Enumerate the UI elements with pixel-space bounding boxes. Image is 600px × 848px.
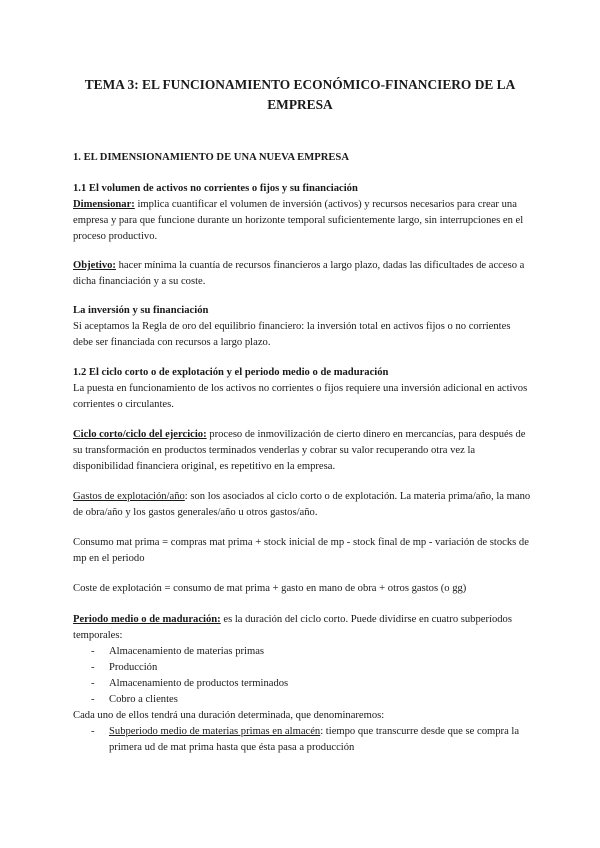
list-item: - Almacenamiento de materias primas [73,644,533,660]
section-inversion [73,303,533,351]
section-1-1 [73,181,533,245]
dimensionar-text: implica cuantificar el volumen de inversión (activos) y recursos necesarios para crear una empresa y para que funcione durante un horizonte temporal suficientemente largo, sin interrupciones en el proceso productivo. [73,199,524,242]
phases-list [73,644,533,708]
ciclo-corto-text: proceso de inmovilización de cierto dinero en mercancías, para después de su transformación en productos terminados venderlas y cobrar su valor recuperando otra vez la disponibilidad financiera original, es repetitivo en la empresa. [73,429,526,472]
subsection-heading-1-1: 1.1 El volumen de activos no corrientes o fijos y su financiación [73,183,358,194]
objetivo-text: hacer mínima la cuantía de recursos financieros a largo plazo, dadas las dificultades de acceso a dicha financiación y a su coste. [73,260,525,287]
term-objetivo: Objetivo: [73,260,116,271]
page-title: TEMA 3: EL FUNCIONAMIENTO ECONÓMICO-FINANCIERO DE LA EMPRESA [84,77,516,112]
gastos-text: : son los asociados al ciclo corto o de explotación. La materia prima/año, la mano de obra/año y los gastos generales/año u otros gastos/año. [73,491,531,518]
section-periodo-medio [73,612,533,756]
list-item: - Cobro a clientes [73,692,533,708]
subsection-heading-1-2: 1.2 El ciclo corto o de explotación y el periodo medio o de maduración [73,367,389,378]
paragraph-gastos [73,489,533,521]
section-heading-1: 1. EL DIMENSIONAMIENTO DE UNA NUEVA EMPRESA [73,152,349,163]
term-ciclo-corto: Ciclo corto/ciclo del ejercicio: [73,429,207,440]
paragraph-dimensionar [73,197,533,245]
term-subperiodo-mp: Subperiodo medio de materias primas en almacén [109,726,321,737]
formula-consumo: Consumo mat prima = compras mat prima + stock inicial de mp - stock final de mp - variación de stocks de mp en el periodo [73,537,529,564]
subperiodo-mp-text: : tiempo que transcurre desde que se compra la primera ud de mat prima hasta que ésta pasa a producción [109,726,520,753]
inversion-text: Si aceptamos la Regla de oro del equilibrio financiero: la inversión total en activos fijos o no corrientes debe ser financiada con recursos a largo plazo. [73,321,511,348]
term-dimensionar: Dimensionar: [73,199,135,210]
section-1-2 [73,365,533,413]
formula-coste: Coste de explotación = consumo de mat prima + gasto en mano de obra + otros gastos (o gg) [73,583,467,594]
paragraph-intro-1-2: La puesta en funcionamiento de los activos no corrientes o fijos requiere una inversión adicional en activos corrientes o circulantes. [73,383,528,410]
list-item: - Producción [73,660,533,676]
periodo-medio-text: es la duración del ciclo corto. Puede dividirse en cuatro subperíodos temporales: [73,614,512,641]
paragraph-cada-uno: Cada uno de ellos tendrá una duración determinada, que denominaremos: [73,710,385,721]
paragraph-objetivo [73,258,533,290]
subperiod-list [73,724,533,756]
term-gastos-explotacion: Gastos de explotación/año [73,491,185,502]
list-item: - Almacenamiento de productos terminados [73,676,533,692]
list-item [73,724,533,756]
inversion-heading: La inversión y su financiación [73,305,209,316]
paragraph-ciclo-corto [73,427,533,475]
term-periodo-medio: Periodo medio o de maduración: [73,614,221,625]
